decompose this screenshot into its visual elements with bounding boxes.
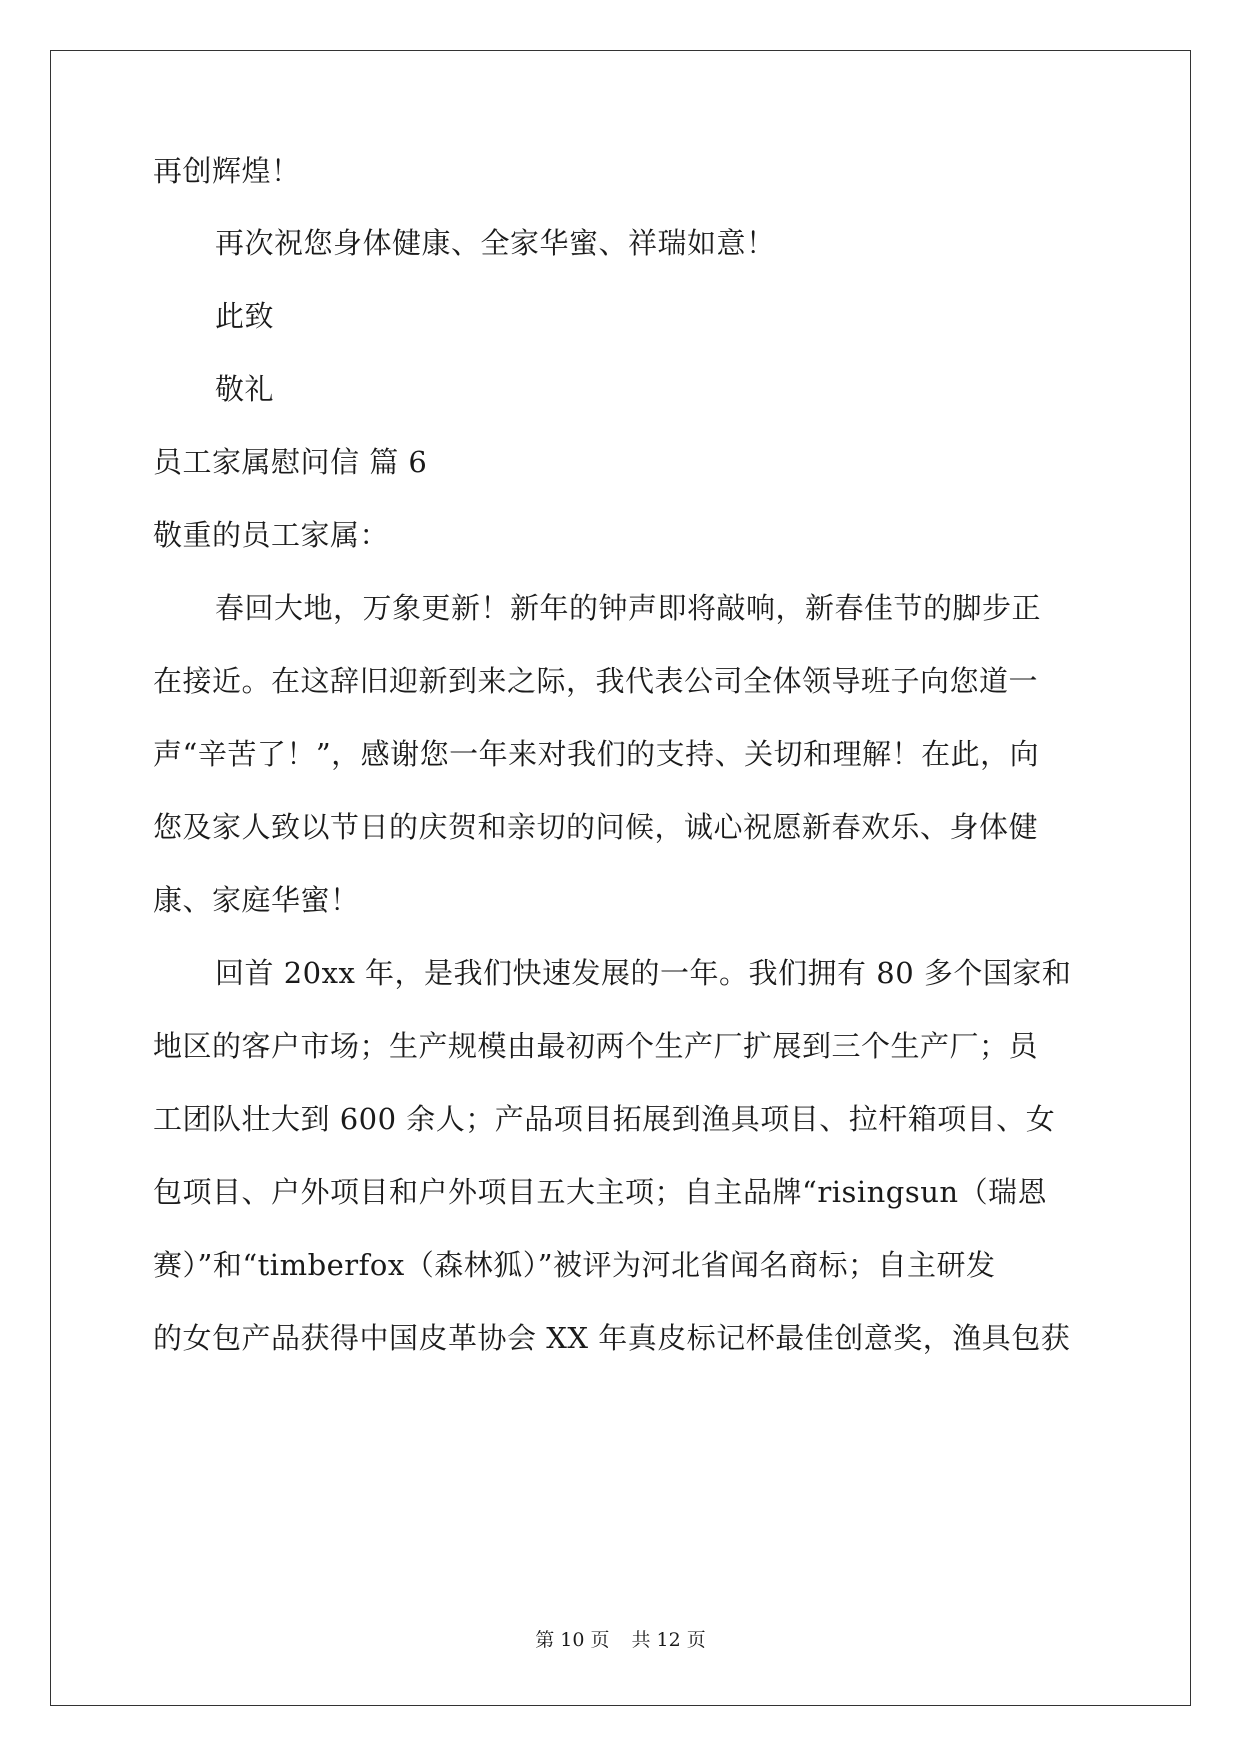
- paragraph-2-line: 地区的客户市场；生产规模由最初两个生产厂扩展到三个生产厂；员: [153, 1029, 1039, 1063]
- page-total: 共 12 页: [631, 1629, 706, 1651]
- page-footer: [0, 1628, 1241, 1652]
- paragraph-2-line: 的女包产品获得中国皮革协会 XX 年真皮标记杯最佳创意奖，渔具包获: [153, 1321, 1071, 1355]
- text-line-wish-again: 再次祝您身体健康、全家华蜜、祥瑞如意！: [215, 226, 776, 260]
- paragraph-1-line: 您及家人致以节日的庆贺和亲切的问候，诚心祝愿新春欢乐、身体健: [153, 810, 1039, 844]
- paragraph-1-line: 春回大地，万象更新！新年的钟声即将敲响，新春佳节的脚步正: [215, 591, 1042, 625]
- paragraph-2-line: 赛）”和“timberfox（森林狐）”被评为河北省闻名商标；自主研发: [153, 1248, 996, 1282]
- paragraph-2-line: 回首 20xx 年，是我们快速发展的一年。我们拥有 80 多个国家和: [215, 956, 1072, 990]
- section-title: 员工家属慰问信 篇 6: [153, 445, 428, 479]
- paragraph-2-line: 工团队壮大到 600 余人；产品项目拓展到渔具项目、拉杆箱项目、女: [153, 1102, 1056, 1136]
- paragraph-2-line: 包项目、户外项目和户外项目五大主项；自主品牌“risingsun（瑞恩: [153, 1175, 1048, 1209]
- text-line-continuation: 再创辉煌！: [153, 154, 301, 188]
- paragraph-1-line: 康、家庭华蜜！: [153, 883, 360, 917]
- paragraph-1-line: 声“辛苦了！”，感谢您一年来对我们的支持、关切和理解！在此，向: [153, 737, 1040, 771]
- salutation: 敬重的员工家属：: [153, 518, 390, 552]
- page-number: 第 10 页: [535, 1629, 610, 1651]
- closing-line-1: 此致: [215, 299, 275, 333]
- closing-line-2: 敬礼: [215, 372, 275, 406]
- paragraph-1-line: 在接近。在这辞旧迎新到来之际，我代表公司全体领导班子向您道一: [153, 664, 1039, 698]
